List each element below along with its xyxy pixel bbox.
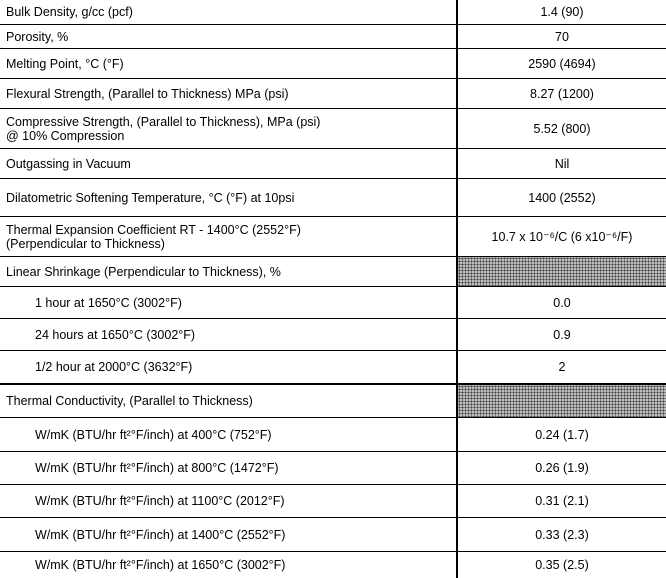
property-value: 0.31 (2.1) <box>535 494 589 508</box>
property-label: 24 hours at 1650°C (3002°F) <box>0 319 458 350</box>
table-row <box>0 79 666 109</box>
property-label: Bulk Density, g/cc (pcf) <box>0 0 458 24</box>
section-header-row <box>0 385 666 418</box>
table-row <box>0 179 666 217</box>
property-label: W/mK (BTU/hr ft²°F/inch) at 800°C (1472°F) <box>0 452 458 484</box>
property-label: 1/2 hour at 2000°C (3632°F) <box>0 351 458 383</box>
property-value: 8.27 (1200) <box>530 86 594 101</box>
property-label: Compressive Strength, (Parallel to Thickness), MPa (psi) @ 10% Compression <box>0 109 458 148</box>
property-label: Outgassing in Vacuum <box>0 149 458 178</box>
table-row <box>0 319 666 351</box>
property-value: 1.4 (90) <box>540 5 584 19</box>
property-value: 1400 (2552) <box>528 190 596 205</box>
section-label: Linear Shrinkage (Perpendicular to Thickness), % <box>0 257 458 286</box>
table-row <box>0 0 666 24</box>
property-label: W/mK (BTU/hr ft²°F/inch) at 1650°C (3002°F) <box>0 552 458 578</box>
property-value: 10.7 x 10⁻⁶/C (6 x10⁻⁶/F) <box>491 230 633 244</box>
property-label: Flexural Strength, (Parallel to Thickness) MPa (psi) <box>0 79 458 108</box>
property-value: 2590 (4694) <box>528 56 596 71</box>
property-value: 70 <box>555 29 569 44</box>
table-row <box>0 217 666 257</box>
property-value: 0.33 (2.3) <box>535 527 589 542</box>
property-value: 0.24 (1.7) <box>535 427 589 442</box>
property-label: W/mK (BTU/hr ft²°F/inch) at 400°C (752°F) <box>0 418 458 451</box>
property-label: 1 hour at 1650°C (3002°F) <box>0 287 458 318</box>
section-label: Thermal Conductivity, (Parallel to Thickness) <box>0 385 458 417</box>
property-value: 0.35 (2.5) <box>535 558 589 572</box>
property-label: W/mK (BTU/hr ft²°F/inch) at 1400°C (2552°F) <box>0 518 458 551</box>
property-label: Thermal Expansion Coefficient RT - 1400°C (2552°F) (Perpendicular to Thickness) <box>0 217 458 256</box>
table-row <box>0 418 666 452</box>
property-value: 2 <box>558 360 566 374</box>
table-row <box>0 49 666 79</box>
table-row <box>0 518 666 552</box>
table-row <box>0 452 666 485</box>
section-header-row <box>0 257 666 287</box>
property-value: 0.0 <box>553 295 571 310</box>
property-value: 0.9 <box>553 327 571 342</box>
property-value: 5.52 (800) <box>533 121 591 136</box>
property-label: Porosity, % <box>0 25 458 48</box>
table-row <box>0 109 666 149</box>
shaded-cell <box>458 385 666 417</box>
property-value: 0.26 (1.9) <box>535 461 589 475</box>
shaded-cell <box>458 257 666 286</box>
table-row <box>0 25 666 49</box>
property-label: Dilatometric Softening Temperature, °C (°F) at 10psi <box>0 179 458 216</box>
table-row <box>0 552 666 578</box>
table-row <box>0 485 666 518</box>
table-row <box>0 351 666 384</box>
table-row <box>0 287 666 319</box>
property-value: Nil <box>554 156 570 171</box>
table-row <box>0 149 666 179</box>
property-label: W/mK (BTU/hr ft²°F/inch) at 1100°C (2012°F) <box>0 485 458 517</box>
property-label: Melting Point, °C (°F) <box>0 49 458 78</box>
